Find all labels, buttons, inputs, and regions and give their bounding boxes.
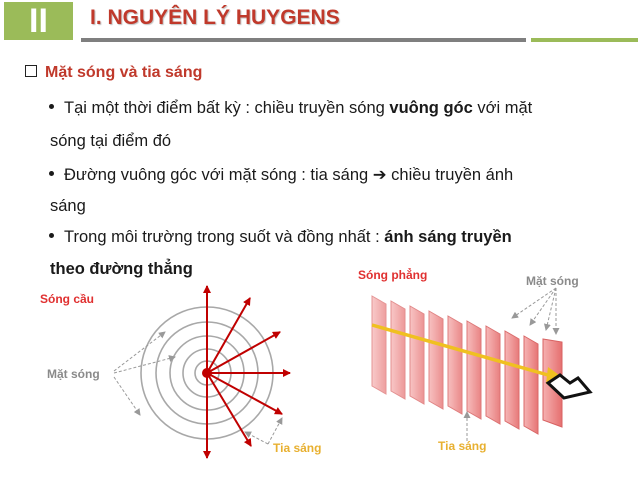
wave-source-dot — [202, 368, 212, 378]
bullet-1-text: Tại một thời điểm bất kỳ : chiều truyền sóng — [64, 99, 390, 117]
spherical-ray-label: Tia sáng — [273, 441, 322, 455]
plane-wave-figure — [372, 288, 590, 441]
bullet-1-text-end: với mặt — [472, 99, 533, 117]
spherical-wavefront-label: Mặt sóng — [47, 367, 100, 381]
plane-ray-label: Tia sáng — [438, 439, 487, 453]
bullet-1-bold: vuông góc — [389, 99, 473, 117]
bullet-2-text: Đường vuông góc với mặt sóng : tia sáng ➔ chiều truyền ánh — [64, 166, 514, 184]
bullet-3-bold: ánh sáng truyền — [384, 228, 512, 246]
bullet-1-line-2: sóng tại điểm đó — [50, 132, 172, 150]
heading-text: Mặt sóng và tia sáng — [45, 64, 203, 81]
section-number-box: II — [4, 2, 73, 40]
bullet-2-line-2: sáng — [50, 197, 86, 215]
plane-wavefront-pointers — [512, 288, 556, 334]
bullet-3-line-2: theo đường thẳng — [50, 260, 193, 278]
slide-title: I. NGUYÊN LÝ HUYGENS — [90, 6, 340, 29]
plane-wavefront-label: Mặt sóng — [526, 274, 579, 288]
bullet-3-text: Trong môi trường trong suốt và đồng nhất : — [64, 228, 385, 246]
spherical-wave-label: Sóng cầu — [40, 292, 95, 306]
light-rays — [207, 286, 290, 458]
plane-wave-label: Sóng phẳng — [358, 268, 428, 282]
